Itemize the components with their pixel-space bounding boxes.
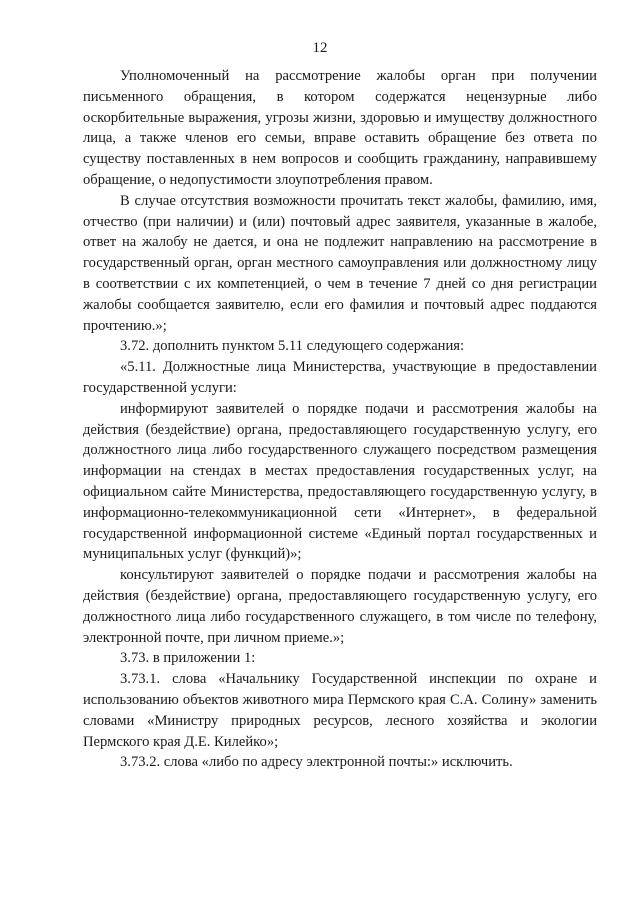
paragraph-item-3-73-1: 3.73.1. слова «Начальнику Государственной инспекции по охране и использованию объектов животного мира Пермского края С.А. Солину» заменить словами «Министру природных ресурсов, лесного хозяйства и экологии Пермского края Д.Е. Килейко»; [83,671,597,750]
paragraph-item-3-73-2: 3.73.2. слова «либо по адресу электронной почты:» исключить. [120,754,513,771]
paragraph-authorized-body: Уполномоченный на рассмотрение жалобы орган при получении письменного обращения, в котором содержатся нецензурные либо оскорбительные выражения, угрозы жизни, здоровью и имуществу должностного лица, а также членов его семьи, вправе оставить обращение без ответа по существу поставленных в нем вопросов и сообщить гражданину, направившему обращение, о недопустимости злоупотребления правом. [83,68,597,188]
page-number: 12 [312,40,328,56]
paragraph-inform-applicants: информируют заявителей о порядке подачи и рассмотрения жалобы на действия (бездействие) органа, предоставляющего государственную услугу, его должностного лица либо государственного служащего посредством размещения информации на стендах в местах предоставления государственных услуг, на официальном сайте Министерства, предоставляющего государственную услугу, в информационно-телекоммуникационной сети «Интернет», в федеральной государственной информационной системе «Единый портал государственных и муниципальных услуг (функций)»; [83,400,597,563]
paragraph-item-5-11: «5.11. Должностные лица Министерства, участвующие в предоставлении государственной услуги: [83,359,597,396]
paragraph-consult-applicants: консультируют заявителей о порядке подачи и рассмотрения жалобы на действия (бездействие) органа, предоставляющего государственную услугу, его должностного лица либо государственного служащего, в том числе по телефону, электронной почте, при личном приеме.»; [83,567,597,646]
paragraph-unreadable-complaint: В случае отсутствия возможности прочитать текст жалобы, фамилию, имя, отчество (при наличии) и (или) почтовый адрес заявителя, указанные в жалобе, ответ на жалобу не дается, и она не подлежит направлению на рассмотрение в государственный орган, орган местного самоуправления или должностному лицу в соответствии с их компетенцией, о чем в течение 7 дней со дня регистрации жалобы сообщается заявителю, если его фамилия и почтовый адрес поддаются прочтению.»; [83,192,597,334]
paragraph-item-3-73: 3.73. в приложении 1: [120,650,256,667]
paragraph-item-3-72: 3.72. дополнить пунктом 5.11 следующего содержания: [120,338,465,355]
document-body [83,66,597,773]
